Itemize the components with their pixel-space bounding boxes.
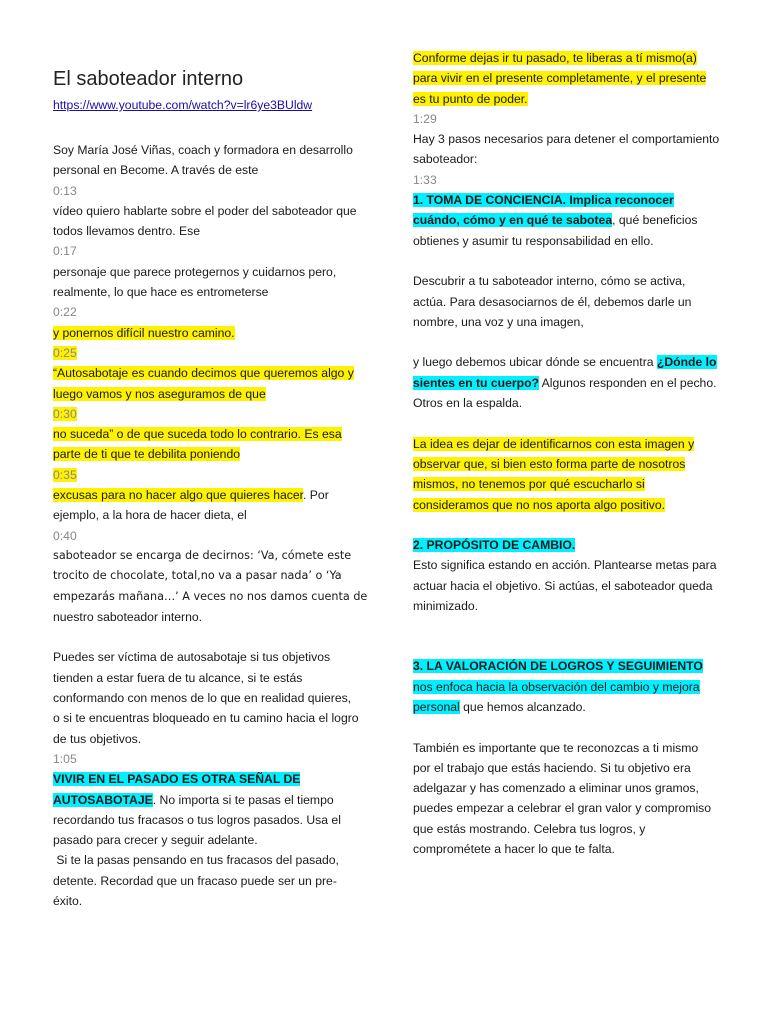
highlighted-text: y ponernos difícil nuestro camino. <box>53 325 235 340</box>
timestamp: 1:29 <box>413 111 437 126</box>
timestamp: 0:25 <box>53 345 77 360</box>
text-line: Hay 3 pasos necesarios para detener el comportamiento <box>413 132 720 147</box>
text-line: detente. Recordad que un fracaso puede ser un pre- <box>53 873 337 888</box>
text-line: También es importante que te reconozcas a ti mismo <box>413 740 699 755</box>
text-line: por el trabajo que estás haciendo. Si tu objetivo era <box>413 760 691 775</box>
highlighted-text: La idea es dejar de identificarnos con esta imagen y <box>413 436 695 451</box>
text-line: que estás mostrando. Celebra tus logros, y <box>413 821 646 836</box>
right-column <box>413 48 735 859</box>
highlighted-text: para vivir en el presente completamente, y el presente <box>413 71 707 86</box>
text-line: saboteador se encarga de decirnos: ‘Va, cómete este <box>53 548 352 562</box>
text-line: ejemplo, a la hora de hacer dieta, el <box>53 508 247 523</box>
highlighted-text: nos enfoca hacia la observación del cambio y mejora <box>413 679 700 694</box>
text-line: Puedes ser víctima de autosabotaje si tus objetivos <box>53 650 331 665</box>
timestamp: 0:17 <box>53 244 77 259</box>
text-line: adelgazar y has comenzado a eliminar unos gramos, <box>413 781 699 796</box>
section-heading: 2. PROPÓSITO DE CAMBIO. <box>413 538 576 553</box>
text-line: saboteador: <box>413 152 478 167</box>
timestamp: 0:35 <box>53 467 77 482</box>
text-line: nombre, una voz y una imagen, <box>413 314 584 329</box>
text-line: Descubrir a tu saboteador interno, cómo se activa, <box>413 274 686 289</box>
timestamp: 0:30 <box>53 406 77 421</box>
text-line: personaje que parece protegernos y cuidarnos pero, <box>53 264 337 279</box>
youtube-link[interactable]: https://www.youtube.com/watch?v=lr6ye3BUldw <box>53 98 313 112</box>
text-line: trocito de chocolate, total,no va a pasar nada’ o ‘Ya <box>53 569 342 583</box>
highlighted-question: sientes en tu cuerpo? <box>413 375 539 390</box>
text-line: de tus objetivos. <box>53 731 142 746</box>
highlighted-text: parte de ti que te debilita poniendo <box>53 447 241 462</box>
text-line: Soy María José Viñas, coach y formadora en desarrollo <box>53 143 353 157</box>
section-heading: 1. TOMA DE CONCIENCIA. Implica reconocer <box>413 193 674 208</box>
timestamp: 0:40 <box>53 528 77 543</box>
text-line: y luego debemos ubicar dónde se encuentra <box>413 355 657 370</box>
text-line: empezarás mañana…’ A veces no nos damos cuenta de <box>53 589 368 603</box>
section-heading: 3. LA VALORACIÓN DE LOGROS Y SEGUIMIENTO <box>413 659 703 674</box>
document-title: El saboteador interno <box>53 68 244 90</box>
highlighted-text: “Autosabotaje es cuando decimos que queremos algo y <box>53 366 354 381</box>
text-line: recordando tus fracasos o tus logros pasados. Usa el <box>53 812 341 827</box>
text-line: Otros en la espalda. <box>413 396 523 411</box>
section-heading: AUTOSABOTAJE <box>53 792 153 807</box>
section-heading: cuándo, cómo y en qué te sabotea <box>413 213 613 228</box>
text-line: nuestro saboteador interno. <box>53 609 203 624</box>
text-line: puedes empezar a celebrar el gran valor y compromiso <box>413 801 712 816</box>
text-line: minimizado. <box>413 599 479 614</box>
highlighted-question: ¿Dónde lo <box>656 355 717 370</box>
text-line: Algunos responden en el pecho. <box>538 375 717 390</box>
text-line: o si te encuentras bloqueado en tu camino hacia el logro <box>53 711 359 726</box>
text-line: comprométete a hacer lo que te falta. <box>413 841 615 856</box>
text-line: actúa. Para desasociarnos de él, debemos darle un <box>413 294 692 309</box>
highlighted-text: Conforme dejas ir tu pasado, te liberas a tí mismo(a) <box>413 51 697 65</box>
text-line: vídeo quiero hablarte sobre el poder del saboteador que <box>53 203 357 218</box>
text-line: personal en Become. A través de este <box>53 163 259 178</box>
timestamp: 1:05 <box>53 751 77 766</box>
highlighted-text: consideramos que no nos aporta algo positivo. <box>413 497 666 512</box>
text-line: tienden a estar fuera de tu alcance, si te estás <box>53 670 303 685</box>
highlighted-text: mismos, no tenemos por qué escucharlo si <box>413 477 645 492</box>
text-line: que hemos alcanzado. <box>459 699 586 714</box>
timestamp: 0:22 <box>53 305 77 320</box>
text-line: . Por <box>303 488 329 503</box>
timestamp: 0:13 <box>53 183 77 198</box>
text-line: actuar hacia el objetivo. Si actúas, el saboteador queda <box>413 578 713 593</box>
text-line: , qué beneficios <box>612 213 698 228</box>
highlighted-text: excusas para no hacer algo que quieres hacer <box>53 488 304 503</box>
highlighted-text: personal <box>413 699 460 714</box>
text-line: éxito. <box>53 893 83 908</box>
text-line: pasado para crecer y seguir adelante. <box>53 833 258 848</box>
highlighted-text: observar que, si bien esto forma parte de nosotros <box>413 456 686 471</box>
text-line: Si te la pasas pensando en tus fracasos del pasado, <box>53 853 339 868</box>
section-heading: VIVIR EN EL PASADO ES OTRA SEÑAL DE <box>53 772 301 787</box>
text-line: todos llevamos dentro. Ese <box>53 224 201 239</box>
text-line: realmente, lo que hace es entrometerse <box>53 285 269 300</box>
highlighted-text: no suceda” o de que suceda todo lo contrario. Es esa <box>53 427 342 442</box>
highlighted-text: es tu punto de poder. <box>413 91 528 106</box>
text-line: . No importa si te pasas el tiempo <box>152 792 334 807</box>
text-line: Esto significa estando en acción. Plantearse metas para <box>413 558 717 573</box>
timestamp: 1:33 <box>413 172 437 187</box>
text-line: conformando con menos de lo que en realidad quieres, <box>53 691 352 706</box>
text-line: obtienes y asumir tu responsabilidad en ello. <box>413 233 654 248</box>
highlighted-text: luego vamos y nos aseguramos de que <box>53 386 266 401</box>
left-column <box>53 0 371 911</box>
